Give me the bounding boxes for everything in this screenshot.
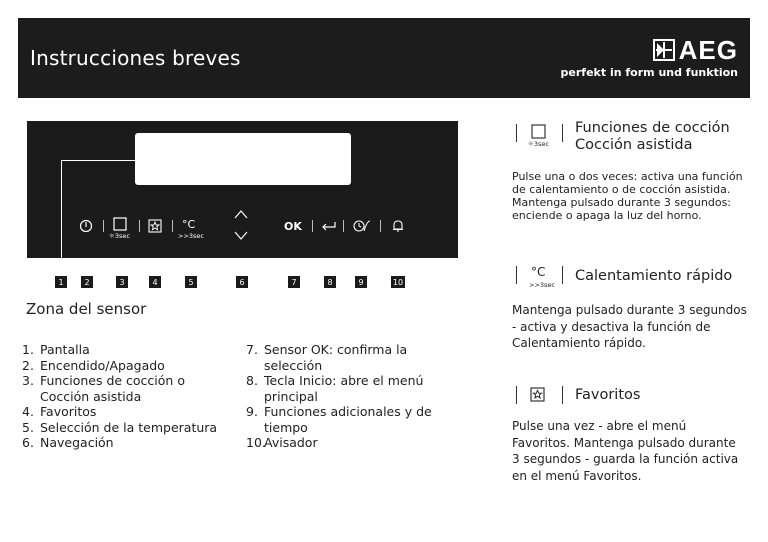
aeg-logo-icon bbox=[653, 39, 675, 61]
list-item: 7. Sensor OK: confirma la selección bbox=[246, 342, 408, 373]
list-item: 1. Pantalla bbox=[22, 342, 90, 357]
divider bbox=[516, 266, 517, 284]
brand-name: AEG bbox=[678, 35, 738, 65]
divider bbox=[516, 124, 517, 142]
display-screen bbox=[135, 133, 351, 185]
cooking-functions-sub: ☼3sec bbox=[109, 232, 130, 240]
cooking-functions-title: Funciones de cocción bbox=[575, 120, 730, 136]
header-banner bbox=[18, 18, 750, 98]
callout-9: 9 bbox=[354, 275, 368, 289]
sensor-zone-title: Zona del sensor bbox=[26, 300, 147, 318]
quick-heat-title: Calentamiento rápido bbox=[575, 268, 733, 284]
bell-icon bbox=[391, 219, 405, 236]
callout-5: 5 bbox=[184, 275, 198, 289]
callout-1: 1 bbox=[54, 275, 68, 289]
brand bbox=[560, 35, 738, 88]
display-callout-line bbox=[61, 160, 62, 278]
separator bbox=[380, 220, 381, 232]
timer-options-icon bbox=[353, 219, 371, 236]
temperature-icon: °C bbox=[182, 218, 196, 231]
list-item: 3. Funciones de cocción o Cocción asistida bbox=[22, 373, 185, 404]
callout-10: 10 bbox=[390, 275, 406, 289]
cooking-functions-sub: ☼3sec bbox=[528, 140, 549, 148]
separator bbox=[139, 220, 140, 232]
divider bbox=[562, 386, 563, 404]
list-item: 4. Favoritos bbox=[22, 404, 97, 419]
divider bbox=[516, 386, 517, 404]
page-title: Instrucciones breves bbox=[30, 46, 241, 70]
sensor-list-left bbox=[22, 342, 237, 451]
arrow-up-icon bbox=[234, 209, 248, 222]
list-item: 6. Navegación bbox=[22, 435, 114, 450]
brand-logo bbox=[653, 35, 738, 65]
temperature-sub: >>3sec bbox=[178, 232, 204, 240]
display-callout-line bbox=[61, 160, 135, 161]
divider bbox=[562, 124, 563, 142]
assisted-cooking-title: Cocción asistida bbox=[575, 137, 693, 153]
callout-8: 8 bbox=[323, 275, 337, 289]
control-panel bbox=[27, 121, 458, 258]
cooking-functions-text: Pulse una o dos veces: activa una función de calentamiento o de cocción asistida. Mantenga pulsado durante 3 segundos: enciende o apaga la luz del horno. bbox=[512, 170, 743, 222]
callout-6: 6 bbox=[235, 275, 249, 289]
list-item: 8. Tecla Inicio: abre el menú principal bbox=[246, 373, 424, 404]
favorites-title: Favoritos bbox=[575, 387, 641, 403]
callout-7: 7 bbox=[287, 275, 301, 289]
callout-3: 3 bbox=[115, 275, 129, 289]
list-item: 10. Avisador bbox=[246, 435, 318, 450]
list-item: 2. Encendido/Apagado bbox=[22, 357, 165, 373]
arrow-down-icon bbox=[234, 231, 248, 244]
callout-2: 2 bbox=[80, 275, 94, 289]
power-icon bbox=[79, 219, 93, 236]
quick-heat-text: Mantenga pulsado durante 3 segundos - activa y desactiva la función de Calentamiento rápido. bbox=[512, 303, 747, 350]
brand-tagline: perfekt in form und funktion bbox=[560, 66, 738, 79]
favorites-icon bbox=[148, 219, 162, 236]
temperature-icon: °C bbox=[531, 265, 546, 279]
favorites-text: Pulse una vez - abre el menú Favoritos. Mantenga pulsado durante 3 segundos - guarda la función activa en el menú Favoritos. bbox=[512, 419, 739, 483]
divider bbox=[562, 266, 563, 284]
separator bbox=[103, 220, 104, 232]
sensor-list-right bbox=[246, 342, 436, 451]
separator bbox=[343, 220, 344, 232]
ok-label: OK bbox=[284, 220, 302, 233]
list-item: 5. Selección de la temperatura bbox=[22, 419, 218, 435]
separator bbox=[172, 220, 173, 232]
separator bbox=[312, 220, 313, 232]
favorites-icon bbox=[530, 387, 545, 406]
callout-4: 4 bbox=[148, 275, 162, 289]
home-back-icon bbox=[321, 220, 337, 235]
list-item: 9. Funciones adicionales y de tiempo bbox=[246, 404, 432, 435]
temperature-sub: >>3sec bbox=[529, 281, 555, 289]
